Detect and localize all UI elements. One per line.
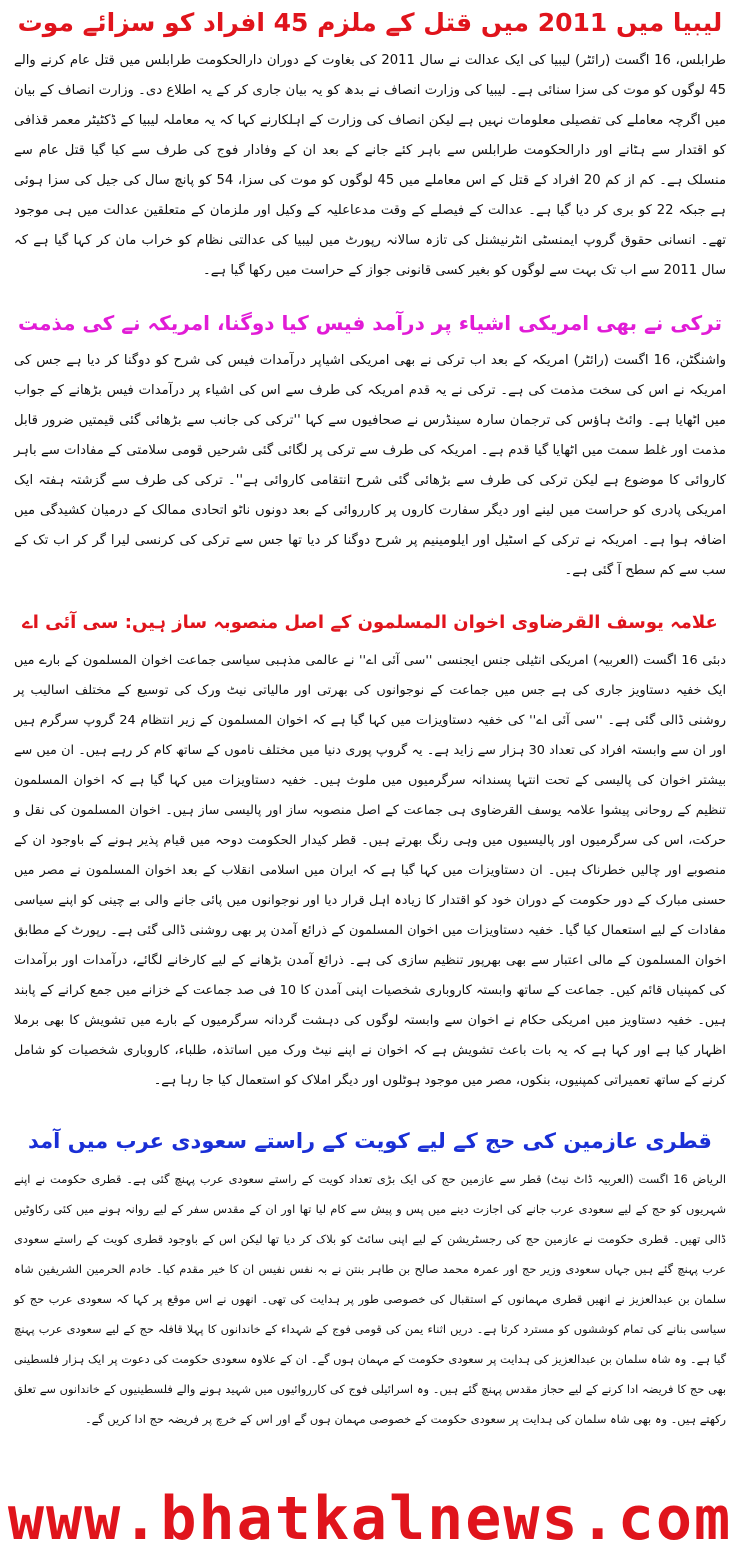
article-headline: قطری عازمین کی حج کے لیے کویت کے راستے سعودی عرب میں آمد <box>28 1129 712 1153</box>
site-url-footer: www.bhatkalnews.com <box>7 1484 733 1554</box>
article-headline: لیبیا میں 2011 میں قتل کے ملزم 45 افراد کو سزائے موت <box>17 8 723 37</box>
article-headline: علامہ یوسف القرضاوی اخوان المسلمون کے اصل منصوبہ ساز ہیں: سی آئی اے <box>22 612 718 633</box>
article-body: واشنگٹن، 16 اگست (رائٹر) امریکہ کے بعد اب ترکی نے بھی امریکی اشیاپر درآمدات فیس کی شرح کو دوگنا کر دیا ہے جس کی امریکہ نے اس کی سخت مذمت کی ہے۔ ترکی نے یہ قدم امریکہ کی طرف سے اس کی اشیاء پر درآمدات فیس بڑھانے کے جواب میں اٹھایا ہے۔ وائٹ ہاؤس کی ترجمان سارہ سینڈرس نے صحافیوں سے کہا ''ترکی کی جانب سے بڑھائی گئی قیمتیں ضرور قابل مذمت اور غلط سمت میں اٹھایا گیا قدم ہے۔ امریکہ کی طرف سے ترکی پر لگائی گئی شرحیں قومی سلامتی کے مفادات سے باہر کاروائی کا موضوع ہے لیکن ترکی کی طرف سے بڑھائی گئی شرح انتقامی کاروائی ہے''۔ ترکی کی طرف سے گزشتہ ہفتہ ایک امریکی پادری کو حراست میں لینے اور دیگر سفارت کاروں پر کارروائی کے بعد دونوں ناٹو اتحادی ممالک کے درمیان کشیدگی میں اضافہ ہوا ہے۔ امریکہ نے ترکی کے اسٹیل اور ایلومینیم پر شرح دوگنا کر دیا تھا جس سے ترکی کی کرنسی لیرا گر کر اب تک کے سب سے کم سطح آ گئی ہے۔ <box>14 353 726 578</box>
article-qatari-pilgrims <box>14 1124 726 1452</box>
article-cia-qaradawi <box>14 606 726 1124</box>
article-libya-death-sentence <box>14 6 726 306</box>
article-turkey-tariff <box>14 306 726 606</box>
article-body: دبئی 16 اگست (العربیہ) امریکی انٹیلی جنس ایجنسی ''سی آئی اے'' نے عالمی مذہبی سیاسی جماعت اخوان المسلمون کے بارے میں ایک خفیہ دستاویز جاری کی ہے جس میں جماعت کے نوجوانوں کی بھرتی اور مالیاتی نیٹ ورک کی توسیع کے مختلف اسالیب پر روشنی ڈالی گئی ہے۔ ''سی آئی اے'' کی خفیہ دستاویزات میں کہا گیا ہے کہ اخوان المسلمون کے زیر انتظام 24 گروپ سرگرم ہیں اور ان سے وابستہ افراد کی تعداد 30 ہزار سے زاید ہے۔ یہ گروپ پوری دنیا میں مختلف ناموں کے ساتھ کام کر رہے ہیں۔ ان میں سے بیشتر اخوان کی پالیسی کے تحت انتہا پسندانہ سرگرمیوں میں ملوث ہیں۔ خفیہ دستاویزات میں کہا گیا ہے کہ اخوان المسلمون تنظیم کے روحانی پیشوا علامہ یوسف القرضاوی ہی جماعت کے اصل منصوبہ ساز اور پالیسی ساز ہیں۔ اخوان المسلمون کی نقل و حرکت، اس کی سرگرمیوں اور پالیسیوں میں وہی رنگ بھرتے ہیں۔ قطر کیدار الحکومت دوحہ میں قیام پذیر ہونے کے باوجود ان کے منصوبے اور چالیں خطرناک ہیں۔ ان دستاویزات میں کہا گیا ہے کہ ایران میں اسلامی انقلاب کے بعد اخوان المسلمون نے مصر میں حسنی مبارک کے دور حکومت کے دوران خود کو اقتدار کا زیادہ اہل قرار دیا اور نوجوانوں میں پائی جانے والی بے چینی کو اپنے سیاسی مفادات کے لیے استعمال کیا گیا۔ خفیہ دستاویزات میں اخوان المسلمون کے ذرائع آمدن پر بھی روشنی ڈالی گئی ہے۔ رپورٹ کے مطابق اخوان المسلمون کے مالی اعتبار سے بھی بھرپور تنظیم سازی کی ہے۔ ذرائع آمدن بڑھانے کے لیے کارخانے لگائے، درآمدات اور برآمدات کی کمپنیاں قائم کیں۔ جماعت کے ساتھ وابستہ کاروباری شخصیات اپنی آمدن کا 10 فی صد جماعت کے خزانے میں جمع کرانے کے پابند ہیں۔ خفیہ دستاویز میں امریکی حکام نے اخوان سے وابستہ لوگوں کی دہشت گردانہ سرگرمیوں کے بارے میں تشویش کا بھی برملا اظہار کیا ہے اور کہا ہے کہ یہ بات باعث تشویش ہے کہ اخوان نے اپنے نیٹ ورک میں اساتذہ، طلباء، کاروباری شخصیات کو شامل کرنے کے ساتھ تعمیراتی کمپنیوں، بنکوں، مصر میں موجود ہوٹلوں اور دیگر املاک کو استعمال کیا جا رہا ہے۔ <box>14 653 726 1088</box>
article-headline: ترکی نے بھی امریکی اشیاء پر درآمد فیس کیا دوگنا، امریکہ نے کی مذمت <box>17 311 723 335</box>
article-body: الریاض 16 اگست (العربیہ ڈاٹ نیٹ) قطر سے عازمین حج کی ایک بڑی تعداد کویت کے راستے سعودی عرب پہنچ گئی ہے۔ قطری حکومت نے اپنے شہریوں کو حج کے لیے سعودی عرب جانے کی اجازت دینے میں پس و پیش سے کام لیا تھا اور ان کے مقدس سفر کے لیے روانہ ہونے میں کئی رکاوٹیں ڈالی تھیں۔ قطری حکومت نے عازمین حج کی رجسٹریشن کے لیے اپنی سائٹ کو بلاک کر دیا تھا لیکن اس کے باوجود قطری کویت کے راستے سعودی عرب پہنچ گئے ہیں جہاں سعودی وزیر حج اور عمرہ محمد صالح بن طاہر بنتن نے بہ نفس نفیس ان کا خیر مقدم کیا۔ خادم الحرمین الشریفین شاہ سلمان بن عبدالعزیز نے انھیں قطری مہمانوں کے استقبال کی خصوصی طور پر ہدایت کی تھی۔ انھوں نے اس موقع پر کہا کہ سعودی عرب حج کو سیاسی بنانے کی تمام کوششوں کو مسترد کرتا ہے۔ دریں اثناء یمن کی قومی فوج کے شہداء کے خاندانوں کا پہلا قافلہ حج کے لیے سعودی عرب پہنچ گیا ہے۔ وہ شاہ سلمان بن عبدالعزیز کی ہدایت پر سعودی حکومت کے مہمان ہوں گے۔ ان کے علاوہ سعودی حکومت کی دعوت پر ایک ہزار فلسطینی بھی حج کا فریضہ ادا کرنے کے لیے حجاز مقدس پہنچ گئے ہیں۔ وہ اسرائیلی فوج کی کارروائیوں میں شہید ہونے والے فلسطینیوں کے خاندانوں سے تعلق رکھتے ہیں۔ وہ بھی شاہ سلمان کی ہدایت پر سعودی حکومت کے خصوصی مہمان ہوں گے اور اس کے خرچ پر فریضہ حج ادا کریں گے۔ <box>14 1172 727 1426</box>
article-body: طرابلس، 16 اگست (رائٹر) لیبیا کی ایک عدالت نے سال 2011 کی بغاوت کے دوران دارالحکومت طرابلس میں قتل عام کرنے والے 45 لوگوں کو موت کی سزا سنائی ہے۔ لیبیا کی وزارت انصاف نے بدھ کو یہ بیان جاری کر کے یہ اطلاع دی۔ وزارت انصاف کے بیان میں اگرچہ معاملے کی تفصیلی معلومات نہیں ہے لیکن انصاف کی وزارت کے اہلکارنے کہا کہ یہ معاملہ لیبیا کے ڈکٹیٹر معمر قذافی کو اقتدار سے ہٹانے اور دارالحکومت طرابلس سے باہر کئے جانے کے بعد ان کے وفادار فوج کی طرف سے کیا گیا قتل عام سے منسلک ہے۔ کم از کم 20 افراد کے قتل کے اس معاملے میں 45 لوگوں کو موت کی سزا، 54 کو پانچ سال کی جیل کی سزا ہوئی ہے جبکہ 22 کو بری کر دیا گیا ہے۔ عدالت کے فیصلے کے وقت مدعاعلیہ کے وکیل اور ملزمان کے متعلقین عدالت میں ہی موجود تھے۔ انسانی حقوق گروپ ایمنسٹی انٹرنیشنل کی تازہ سالانہ رپورٹ میں لیبیا کی عدالتی نظام کو خراب مان کر کہا گیا ہے کہ سال 2011 سے اب تک بہت سے لوگوں کو بغیر کسی قانونی جواز کے حراست میں رکھا گیا ہے۔ <box>14 53 727 278</box>
